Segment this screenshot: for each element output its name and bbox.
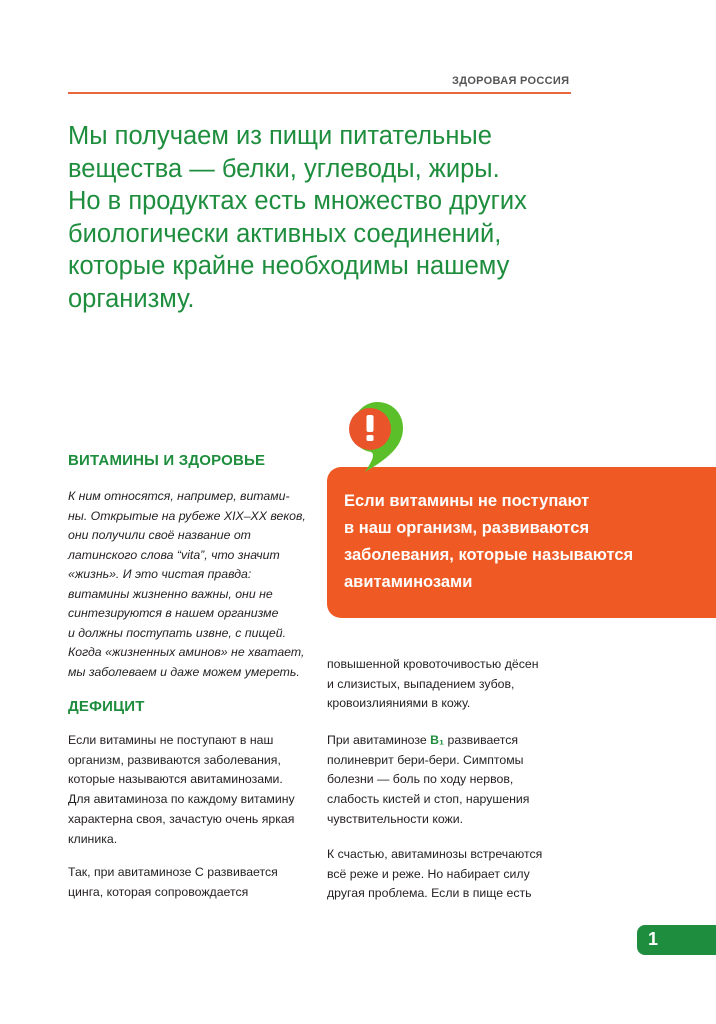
text-line: Если витамины не поступают в наш — [68, 733, 274, 747]
lead-line: биологически активных соединений, — [68, 219, 502, 248]
vitamin-b1-highlight: B₁ — [430, 733, 445, 747]
text-line: Так, при авитаминозе С развивается — [68, 865, 278, 879]
text-line: клиника. — [68, 831, 118, 846]
right-paragraph-2 — [327, 731, 577, 830]
text-line: ны. Открытые на рубеже XIX–XX веков, — [68, 508, 306, 523]
text-line: которые называются авитаминозами. — [68, 772, 283, 787]
text-line: другая проблема. Если в пище есть — [327, 886, 532, 901]
right-paragraph-1 — [327, 655, 577, 714]
text-line: мы заболеваем и даже можем умереть. — [68, 664, 300, 679]
text-line: слабость кистей и стоп, нарушения — [327, 792, 530, 807]
text-line: повышенной кровоточивостью дёсен — [327, 657, 539, 671]
running-header: ЗДОРОВАЯ РОССИЯ — [452, 75, 570, 87]
exclamation-icon — [345, 400, 405, 480]
lead-line: организму. — [68, 284, 195, 313]
text-fragment: При авитаминозе — [327, 733, 431, 747]
text-fragment: развивается — [444, 733, 519, 747]
text-line: они получили своё название от — [68, 528, 251, 542]
lead-paragraph — [68, 120, 588, 315]
callout-text — [344, 488, 704, 596]
text-line: полиневрит бери-бери. Симптомы — [327, 752, 524, 767]
text-line: болезни — боль по ходу нервов, — [327, 772, 514, 787]
text-line: и слизистых, выпадением зубов, — [327, 676, 515, 691]
lead-line: Но в продуктах есть множество других — [68, 187, 527, 215]
text-line — [327, 731, 577, 751]
text-line: организм, развиваются заболевания, — [68, 752, 281, 767]
section-title-deficit: ДЕФИЦИТ — [68, 698, 145, 715]
text-line: К ним относятся, например, витами- — [68, 489, 290, 503]
text-line: цинга, которая сопровождается — [68, 884, 249, 899]
right-paragraph-3 — [327, 845, 577, 904]
callout-line: авитаминозами — [344, 573, 473, 591]
callout-line: заболевания, которые называются — [344, 546, 634, 564]
text-line: характерна своя, зачастую очень яркая — [68, 811, 295, 826]
text-line: «жизнь». И это чистая правда: — [68, 567, 252, 581]
text-line: латинского слова “vita”, что значит — [68, 547, 280, 562]
deficit-paragraph-2 — [68, 863, 318, 902]
text-line: кровоизлияниями в кожу. — [327, 696, 471, 711]
text-line: Для авитаминоза по каждому витамину — [68, 792, 295, 807]
text-line: Когда «жизненных аминов» не хватает, — [68, 645, 305, 659]
section-title-vitamins: ВИТАМИНЫ И ЗДОРОВЬЕ — [68, 452, 266, 469]
text-line: чувствительности кожи. — [327, 811, 464, 826]
vitamins-paragraph — [68, 487, 318, 682]
text-line: витамины жизненно важны, они не — [68, 586, 273, 601]
text-line: всё реже и реже. Но набирает силу — [327, 866, 530, 881]
lead-line: Мы получаем из пищи питательные — [68, 122, 492, 150]
page-number: 1 — [648, 929, 659, 949]
lead-line: вещества — белки, углеводы, жиры. — [68, 154, 500, 183]
deficit-paragraph-1 — [68, 731, 318, 849]
text-line: и должны поступать извне, с пищей. — [68, 625, 286, 640]
header-rule — [68, 92, 571, 94]
callout-line: в наш организм, развиваются — [344, 519, 590, 537]
text-line: К счастью, авитаминозы встречаются — [327, 847, 543, 861]
text-line: синтезируются в нашем организме — [68, 606, 279, 620]
lead-line: которые крайне необходимы нашему — [68, 252, 510, 280]
callout-line: Если витамины не поступают — [344, 492, 590, 510]
